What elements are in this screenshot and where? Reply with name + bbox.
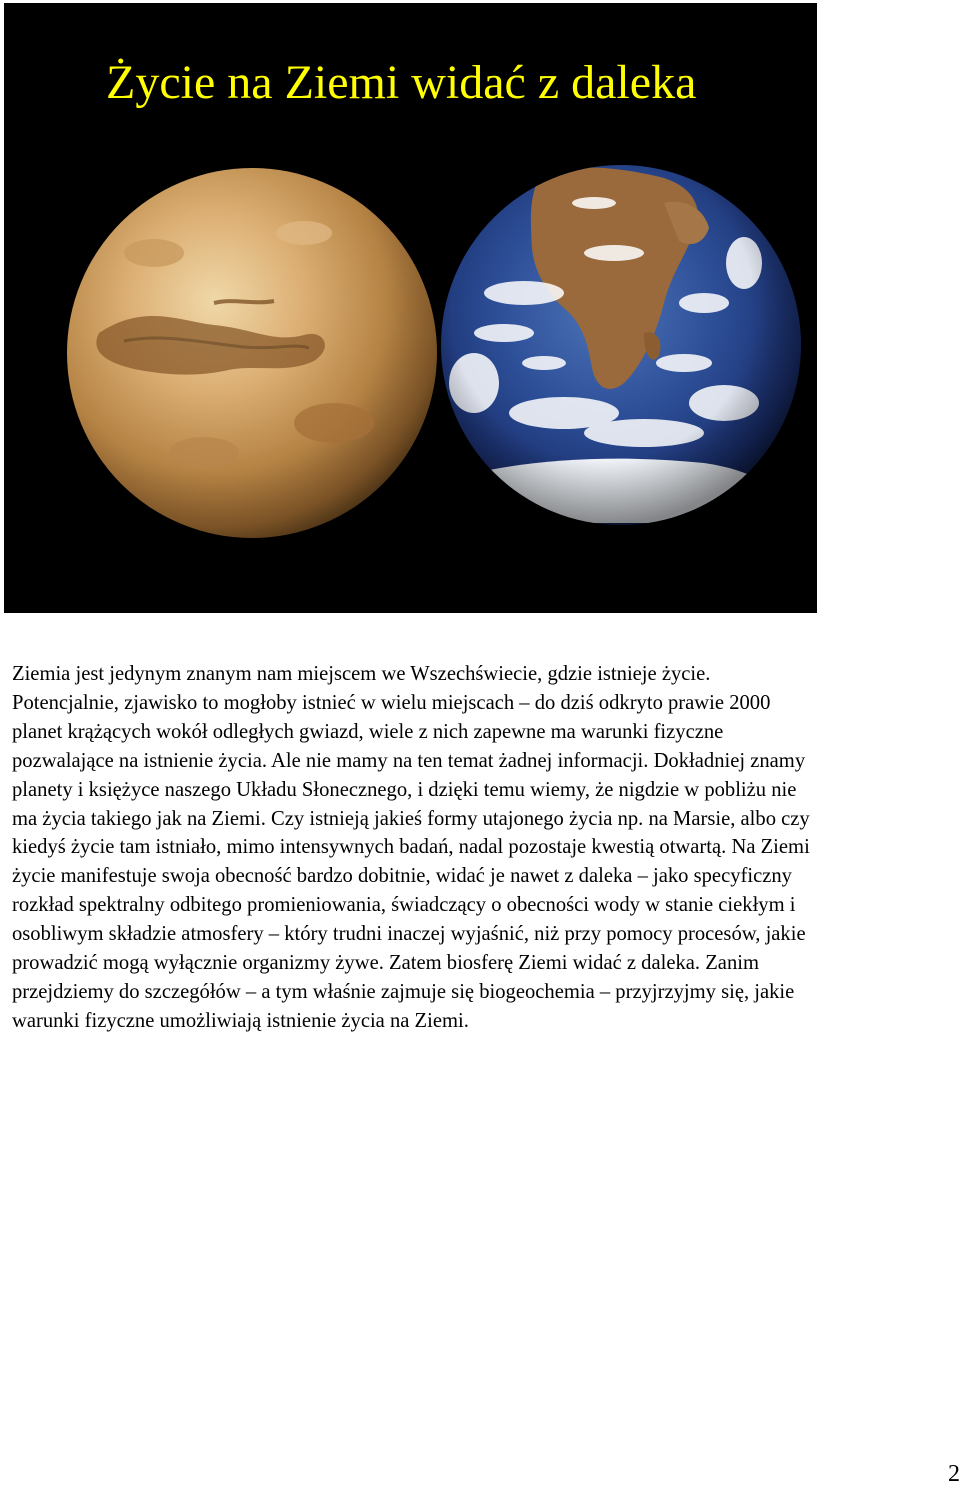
- page-number: 2: [948, 1461, 960, 1487]
- slide-image: [4, 3, 817, 613]
- slide-title: Życie na Ziemi widać z daleka: [106, 56, 697, 109]
- mars-planet: [67, 168, 437, 538]
- planets-illustration: [4, 3, 817, 613]
- earth-planet: [441, 165, 801, 525]
- body-paragraph: Ziemia jest jedynym znanym nam miejscem we Wszechświecie, gdzie istnieje życie. Potencjalnie, zjawisko to mogłoby istnieć w wielu miejscach – do dziś odkryto prawie 2000 planet krążących wokół odległych gwiazd, wiele z nich zapewne ma warunki fizyczne pozwalające na istnienie życia. Ale nie mamy na ten temat żadnej informacji. Dokładniej znamy planety i księżyce naszego Układu Słonecznego, i dzięki temu wiemy, że nigdzie w pobliżu nie ma życia takiego jak na Ziemi. Czy istnieją jakieś formy utajonego życia np. na Marsie, albo czy kiedyś życie tam istniało, mimo intensywnych badań, nadal pozostaje kwestią otwartą. Na Ziemi życie manifestuje swoja obecność bardzo dobitnie, widać je nawet z daleka – jako specyficzny rozkład spektralny odbitego promieniowania, świadczący o obecności wody w stanie ciekłym i osobliwym składzie atmosfery – który trudni inaczej wyjaśnić, niż przy pomocy procesów, jakie prowadzić mogą wyłącznie organizmy żywe. Zatem biosferę Ziemi widać z daleka. Zanim przejdziemy do szczegółów – a tym właśnie zajmuje się biogeochemia – przyjrzyjmy się, jakie warunki fizyczne umożliwiają istnienie życia na Ziemi.: [12, 663, 810, 1032]
